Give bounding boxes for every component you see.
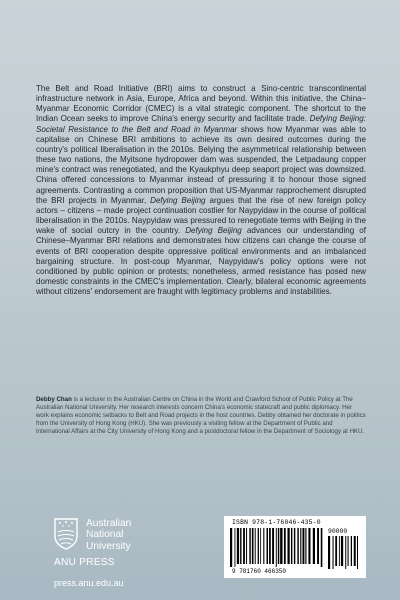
barcode-bar (357, 536, 358, 569)
university-name (86, 518, 131, 552)
barcode-bar (302, 528, 304, 564)
blurb-argument: shows how Myanmar was able to capitalise on Chinese BRI ambitions to achieve its own desired outcomes during the country's political liberalisation in the 2010s. Belying the asymmetrical relationship between these two nations, the Myitsone hydropower dam was suspended, the Letpadaung copper mine's contract was renegotiated, and the Kyaukphyu deep seaport project was downsized. China offered concessions to Myanmar instead of pressuring it to honour those signed agreements. Contrasting a common proposition that US-Myanmar rapprochement disrupted the BRI projects in Myanmar, (36, 124, 366, 205)
barcode-bar (272, 528, 274, 564)
university-name-line: National (86, 529, 124, 541)
barcode-bar (351, 536, 352, 566)
university-name-line: Australian (86, 518, 132, 529)
anu-crest-icon (54, 518, 78, 550)
barcode-bar (243, 528, 245, 564)
barcode-bar (333, 536, 334, 569)
barcode-bar (237, 528, 239, 564)
barcode-bar (287, 528, 289, 564)
barcode-bar (341, 536, 343, 566)
university-name-line: University (86, 540, 131, 552)
barcode-bar (284, 528, 286, 564)
barcode-bar (249, 528, 250, 564)
isbn-number: ISBN 978-1-76046-435-0 (232, 519, 321, 526)
barcode-bar (234, 528, 235, 567)
barcode-bar (335, 536, 337, 566)
barcode-bar (260, 528, 261, 564)
barcode-bar (308, 528, 310, 564)
barcode-bar (263, 528, 264, 564)
barcode-bar (258, 528, 259, 564)
barcode-bar (240, 528, 241, 564)
barcode-bar (339, 536, 340, 566)
ean-barcode (230, 528, 326, 568)
author-bio-text: is a lecturer in the Australian Centre on China in the World and Crawford School of Public Policy at The Australian National University. Her research interests concern China's economic statecraft and public diplomacy. Her work explains economic setbacks to Belt and Road projects in the host countries. Debby obtained her doctorate in politics from the University of Hong Kong (HKU). She was previously a visiting fellow at the Department of Public and International Affairs at the City University of Hong Kong and a postdoctoral fellow in the Department of Sociology at HKU. (36, 396, 366, 436)
barcode-bar (246, 528, 247, 564)
author-bio (36, 396, 366, 436)
barcode-bar (321, 528, 323, 567)
barcode-bar (267, 528, 268, 564)
barcode-digits: 9 781760 466350 (232, 568, 287, 575)
barcode-bar (313, 528, 315, 564)
author-name: Debby Chan (36, 396, 72, 403)
short-title: Defying Beijing (150, 195, 206, 205)
barcode-bar (354, 536, 356, 566)
addon-barcode (328, 536, 358, 570)
barcode-bar (345, 536, 346, 569)
book-title: Defying Beijing: Societal Resistance to the Belt and Road in Myanmar (36, 114, 366, 134)
blurb-intro: The Belt and Road Initiative (BRI) aims to construct a Sino-centric transcontinental infrastructure network in Asia, Europe, Africa and beyond. Within this initiative, the China–Myanmar Economic Corridor (CMEC) is a vital strategic component. The shortcut to the Indian Ocean seeks to improve China's energy security and facilitate trade. (36, 84, 366, 124)
barcode-bar (255, 528, 256, 564)
blurb-thesis: argues that the rise of new foreign policy actors – citizens – made project continuation costlier for Naypyidaw in the course of political liberalisation in the 2010s. Naypyidaw was pressured to renegotiate terms with Beijing in the wake of social outcry in the country. (36, 195, 367, 236)
barcode-bar (252, 528, 254, 564)
barcode-bar (291, 528, 292, 564)
publisher-name: ANU PRESS (54, 557, 115, 568)
barcode-bar (280, 528, 282, 564)
barcode-bar (300, 528, 301, 564)
blurb-conclusion: advances our understanding of Chinese–Myanmar BRI relations and demonstrates how citizens can change the course of events of BRI cooperation despite oppressive political environments and an imbalanced bargaining structure. In post-coup Myanmar, Naypyidaw's policy options were not conditioned by public opinion or protests; nonetheless, armed resistance has posed new domestic constraints in the CMEC's implementation. Clearly, bilateral economic agreements without citizens' endorsement are fraught with legitimacy problems and instabilities. (36, 226, 367, 297)
barcode-bar (328, 536, 330, 569)
barcode-bar (348, 536, 349, 566)
anu-logo (54, 518, 184, 553)
book-description (36, 84, 366, 297)
barcode-bar (294, 528, 295, 564)
isbn-barcode (224, 516, 366, 578)
barcode-bar (269, 528, 271, 564)
barcode-bar (297, 528, 298, 564)
short-title: Defying Beijing (185, 226, 242, 236)
barcode-bar (230, 528, 232, 567)
barcode-bar (317, 528, 319, 564)
price-code: 90000 (328, 528, 348, 535)
barcode-bar (278, 528, 279, 564)
barcode-bar (305, 528, 306, 564)
publisher-url[interactable]: press.anu.edu.au (54, 578, 124, 588)
barcode-bar (276, 528, 277, 567)
